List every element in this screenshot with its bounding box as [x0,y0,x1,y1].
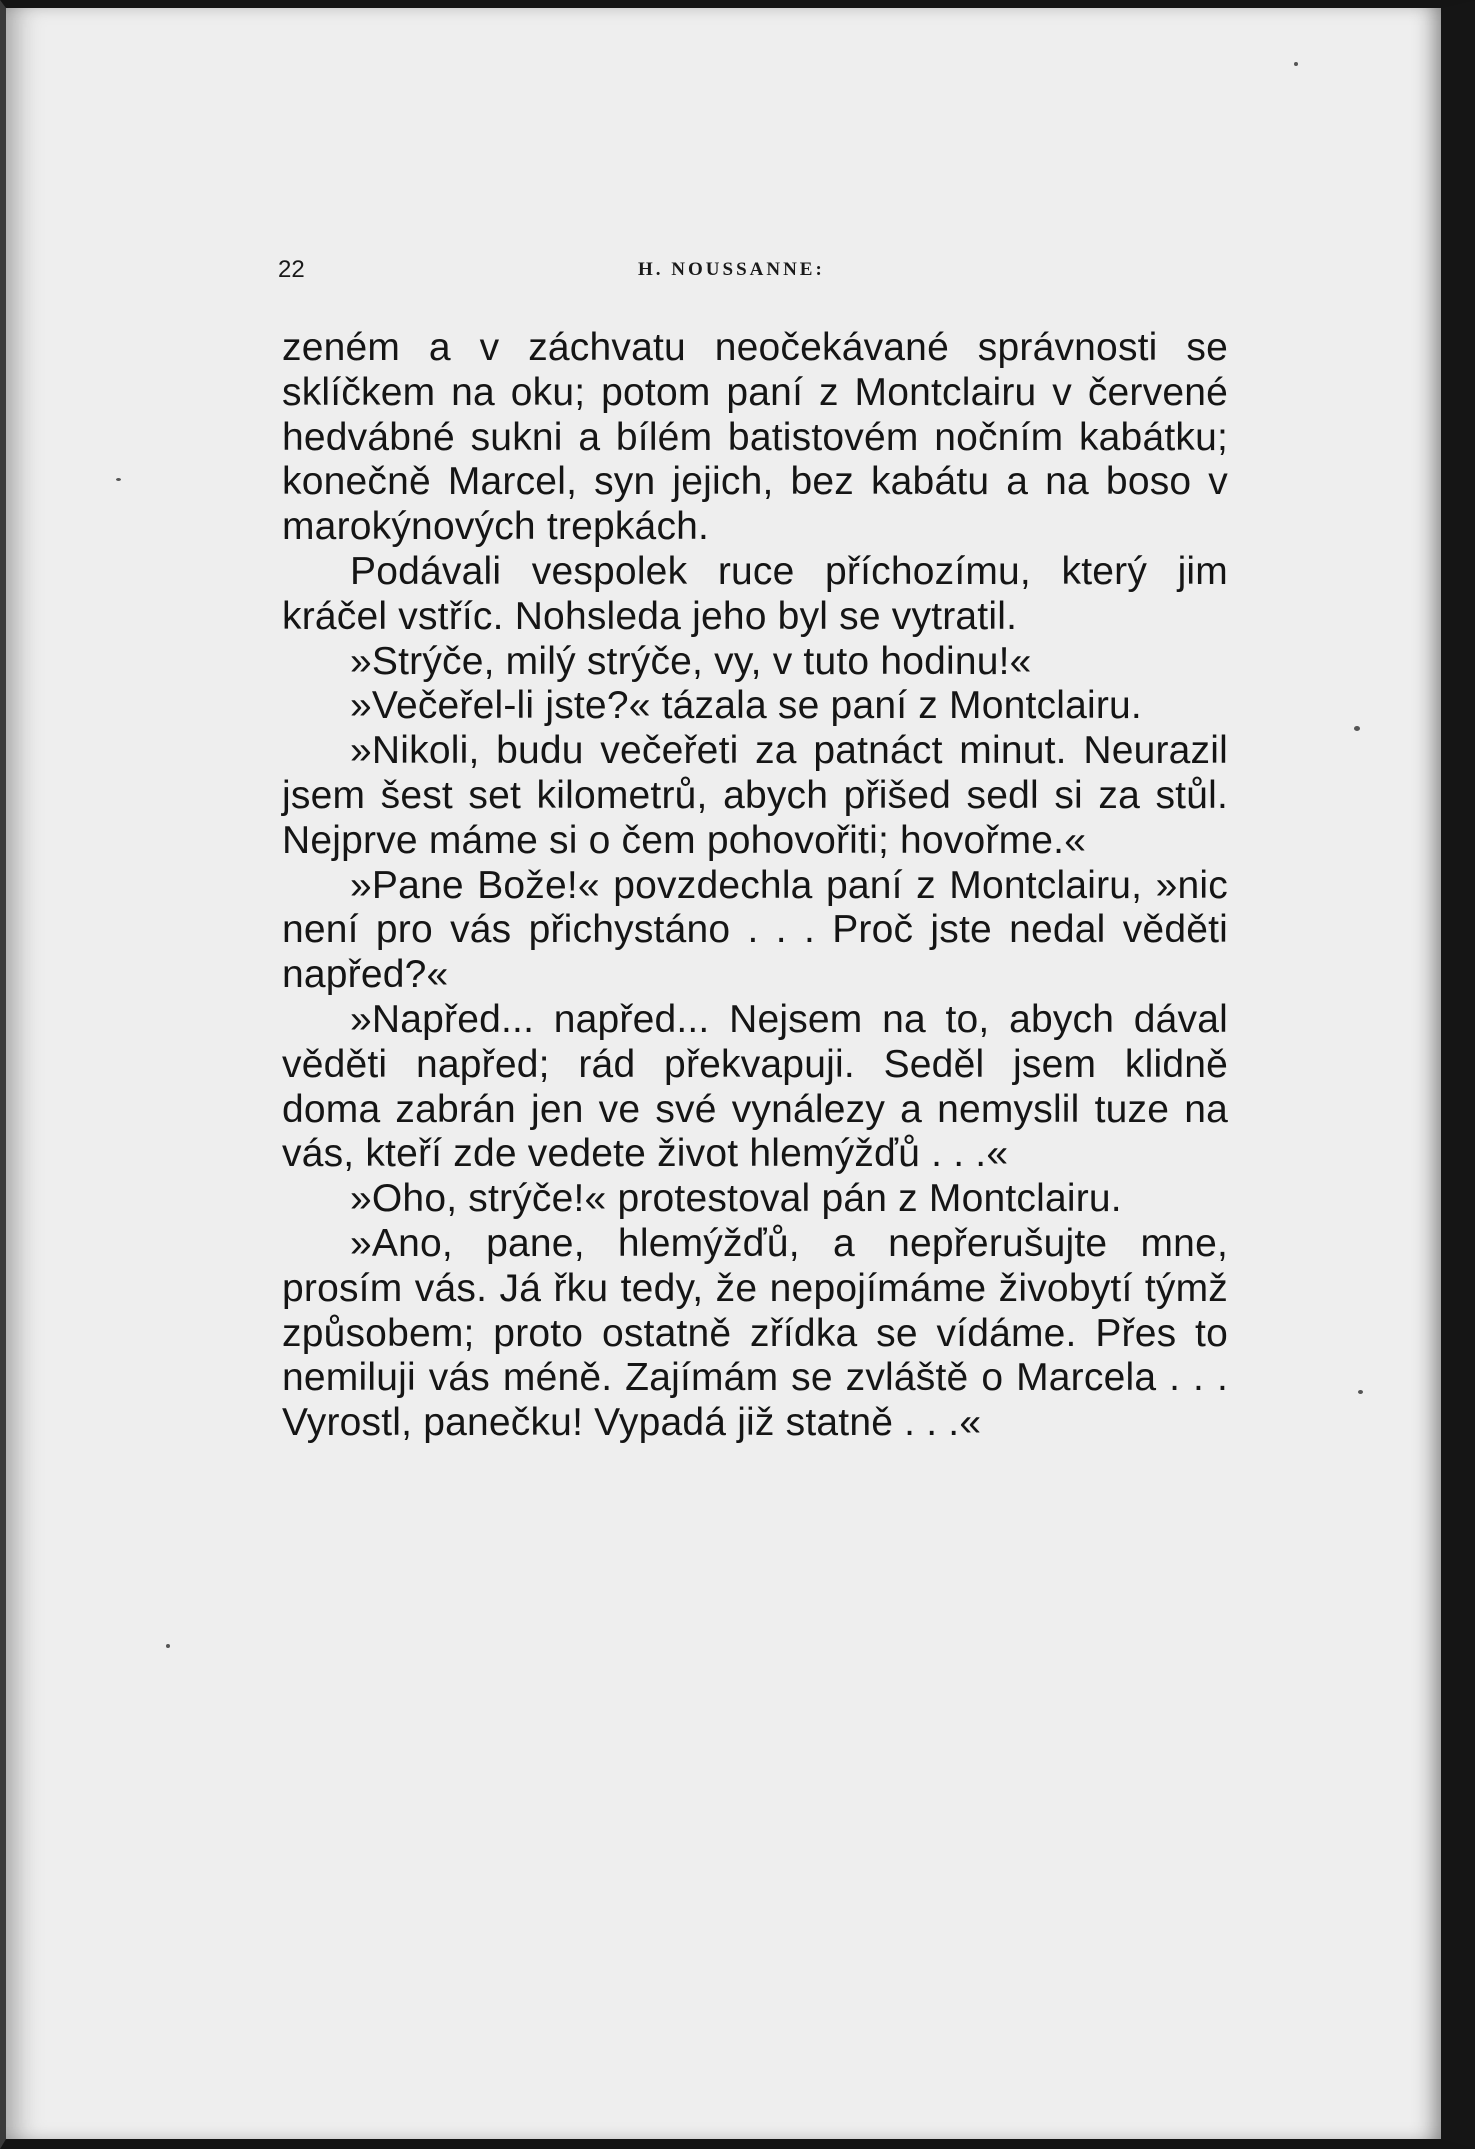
scan-speck [1354,726,1360,731]
running-head: H. NOUSSANNE: [638,259,825,280]
scan-speck [166,1644,170,1648]
paragraph-dialogue: »Oho, strýče!« protestoval pán z Montclairu. [350,1177,1122,1221]
paragraph-dialogue: »Nikoli, budu večeřeti za patnáct minut. Neurazil jsem šest set kilometrů, abych přišed sedl si za stůl. Nejprve máme si o čem pohovořiti; hovořme.« [282,729,1228,862]
body-text [282,326,1228,1446]
scan-speck [1294,62,1298,66]
page-number: 22 [278,256,305,283]
paragraph-dialogue: »Pane Bože!« povzdechla paní z Montclairu, »nic není pro vás přichystáno . . . Proč jste nedal věděti napřed?« [282,863,1228,997]
paragraph: Podávali vespolek ruce příchozímu, který jim kráčel vstříc. Nohsleda jeho byl se vytratil. [282,549,1228,638]
paragraph-dialogue: »Strýče, milý strýče, vy, v tuto hodinu!« [350,639,1032,683]
page-header [278,252,1224,288]
paragraph-continued: zeném a v záchvatu neočekávané správnosti se sklíčkem na oku; potom paní z Montclairu v červené hedvábné sukni a bílém batistovém nočním kabátku; konečně Marcel, syn jejich, bez kabátu a na boso v marokýnových trepkách. [282,326,1228,549]
scan-speck [1358,1390,1363,1394]
scan-speck [116,478,121,481]
paragraph-dialogue: »Napřed... napřed... Nejsem na to, abych dával věděti napřed; rád překvapuji. Seděl jsem klidně doma zabrán jen ve své vynálezy a nemyslil tuze na vás, kteří zde vedete život hlemýžďů . . .« [282,997,1228,1176]
paragraph-dialogue: »Večeřel-li jste?« tázala se paní z Montclairu. [350,684,1142,728]
paragraph-dialogue: »Ano, pane, hlemýžďů, a nepřerušujte mne, prosím vás. Já řku tedy, že nepojímáme živobytí týmž způsobem; proto ostatně zřídka se vídáme. Přes to nemiluji vás méně. Zajímám se zvláště o Marcela . . . Vyrostl, panečku! Vypadá již statně . . .« [282,1221,1228,1445]
